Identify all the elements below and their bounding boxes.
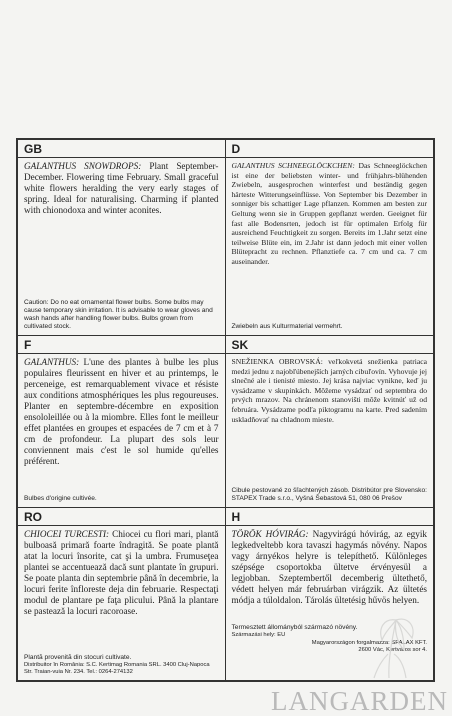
section-code-ro: RO <box>18 508 225 526</box>
note-h-address: 2600 Vác, Kertváros sor 4. <box>358 646 427 653</box>
note-ro-distributor: Distribuitor în România: S.C. Kertimag Romania SRL. 3400 Cluj-Napoca Str. Traian-vuia Nr. 234. Tel.: 0264-274132 <box>24 661 210 675</box>
note-h-distributor: Magyarországon forgalmazza: SPALAX KFT. <box>311 639 427 646</box>
section-ro <box>18 508 226 680</box>
section-gb <box>18 140 226 336</box>
section-sk <box>226 336 434 508</box>
description-gb: Plant September-December. Flowering time February. Small graceful white flowers heralding the very early stages of spring. Ideal for naturalising. Charming if planted with chionodoxa and winter aconites. <box>24 161 219 215</box>
note-f: Bulbes d'origine cultivée. <box>24 495 97 502</box>
plant-name-h: TÖRÖK HÓVIRÁG: <box>231 529 309 539</box>
section-text-h <box>232 529 428 606</box>
section-code-f: F <box>18 336 225 354</box>
note-h-origin: Termesztett állományból származó növény. <box>231 624 358 632</box>
plant-name-sk: SNEŽIENKA OBROVSKÁ: <box>231 357 323 366</box>
flower-watermark-icon <box>344 600 434 680</box>
section-text-f <box>24 357 219 467</box>
section-code-gb: GB <box>18 140 225 158</box>
section-text-sk <box>232 357 428 424</box>
description-sk: veľkokvetá snežienka patriaca medzi jednu z najobľúbenejších jarných cibuľovín. Vyhovuje jej slnečné ale i tienisté miesto. Jej krása najviac vynikne, keď ju vysádzame v skupinkách. Môžeme vysádzať od septembra do prvých mrazov. Na chránenom stanovišti môže kvitnúť už od februára. Vysádzame podľa piktogramu na karte. Pred sadením uskladňovať na chladnom mieste. <box>231 357 428 424</box>
plant-name-gb: GALANTHUS SNOWDROPS: <box>24 161 142 171</box>
plant-name-d: GALANTHUS SCHNEEGLÖCKCHEN: <box>231 161 355 170</box>
plant-name-f: GALANTHUS: <box>24 357 80 367</box>
description-ro: Chiocei cu flori mari, plantă bulboasă primară foarte îndragită. Se poate plantă atat la locuri însorite, cat şi la umbra. Frumuseţea plantei se accentuează dacă sunt plantate în grupuri. Se poate planta din septembrie până în decembrie, la locuri ferite înfloreste deja din februarie. Respectaţi modul de plantare pe faţa plicului. Până la plantare se pastează la locuri racoroase. <box>24 529 219 616</box>
plant-name-ro: CHIOCEI TURCESTI: <box>24 529 110 539</box>
description-h: Nagyvirágú hóvirág, az egyik legkedveltebb kora tavaszi hagymás növény. Napos vagy árnyékos helyre is telepíthető. Különleges szépsége csoportokba ültetve érvényesül a legjobban. Szeptembertől decemberig ültethető, védett helyen már februárban virágzik. Az ültetés módja a túloldalon. Tárolás ültetésig hűvös helyen. <box>231 529 427 605</box>
section-text-ro <box>24 529 219 617</box>
section-d <box>226 140 434 336</box>
description-d: Das Schneeglöckchen ist eine der beliebsten winter- und frühjahrs-blühenden Zwiebeln, ausgesprochen winterfest und beständig gegen härteste Witterungseinflüsse. Von September bis Dezember in sonniger bis schattiger Lage pflanzen. Kommen am besten zur Geltung wenn sie in Gruppen gepflanzt werden. Geeignet für fast alle Bodensrten, jedoch ist für optimalen Erfolg für ausreichend Feuchtigkeit zu sorgen. Bereits im 1.Jahr setzt eine teilweise Blüte ein, im 2.Jahr ist dann jedoch mit einer vollen Blütepracht zu rechnen. Pflanztiefe ca. 7 cm und ca. 7 cm auseinander. <box>231 161 427 266</box>
section-code-h: H <box>226 508 434 526</box>
section-text-d <box>232 161 428 267</box>
note-ro <box>24 654 219 676</box>
section-code-sk: SK <box>226 336 434 354</box>
note-gb: Caution: Do no eat ornamental flower bulbs. Some bulbs may cause temporary skin irritation. It is advisable to wear gloves and wash hands after handling flower bulbs. Bulbs grown from cultivated stock. <box>24 299 213 330</box>
langarden-logo: LANGARDEN <box>271 686 448 716</box>
note-d: Zwiebeln aus Kulturmaterial vermehrt. <box>231 323 343 330</box>
section-code-d: D <box>226 140 434 158</box>
section-text-gb <box>24 161 219 216</box>
note-sk: Cibule pestované zo šľachtených zásob. Distribútor pre Slovensko: STAPEX Trade s.r.o., Vyšná Šebastová 51, 080 06 Prešov <box>231 487 427 502</box>
note-h-source: Származási hely: EU <box>231 632 286 639</box>
section-f <box>18 336 226 508</box>
description-f: L'une des plantes à bulbe les plus populaires fleurissent en hiver et au printemps, le perceneige, est remarquablement vivace et résiste aux conditions atmosphériques les plus regoureuses. Planter en septembre-décembre en exposition ensololeillée ou à la miombre. Elles font le meilleur effet plantées en groupes et espacées de 7 cm et à 7 cm de profondeur. La plupart des sols leur conviennent mais c'est le sol humide qu'elles préférent. <box>24 357 219 466</box>
note-ro-origin: Plantă provenită din stocuri cultivate. <box>24 653 132 661</box>
